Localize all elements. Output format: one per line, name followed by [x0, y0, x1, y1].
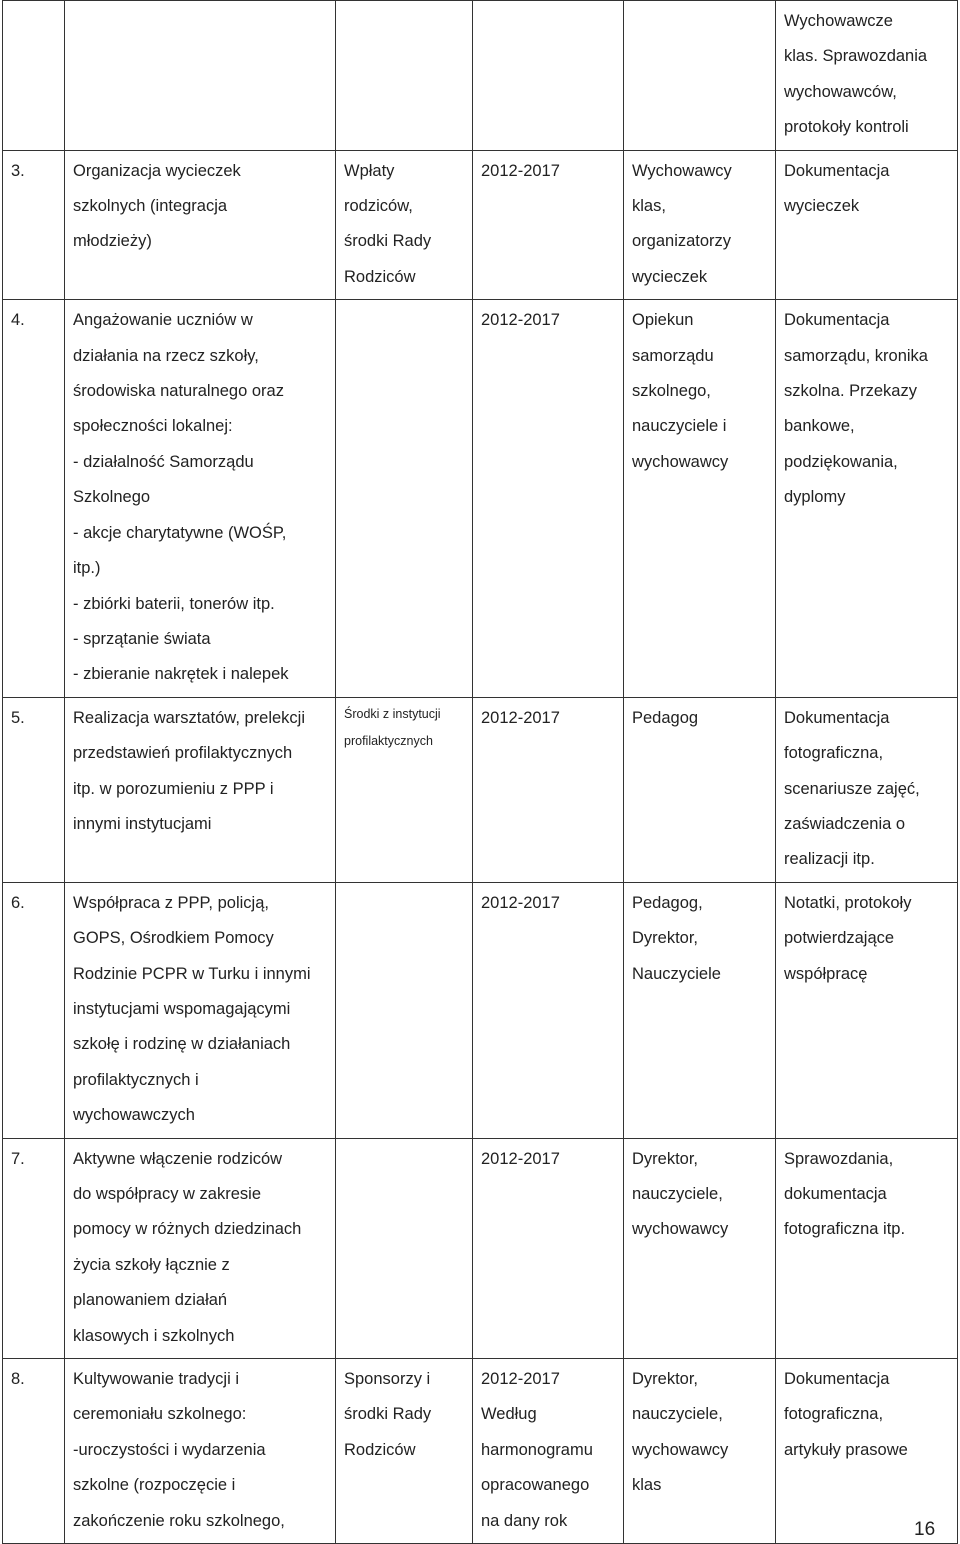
row-number: 4.: [3, 300, 65, 697]
responsible-cell: Dyrektor, nauczyciele, wychowawcy: [624, 1138, 776, 1358]
row-number: 3.: [3, 150, 65, 300]
term-cell: 2012-2017: [473, 1138, 624, 1358]
task-cell: Angażowanie uczniów w działania na rzecz szkoły, środowiska naturalnego oraz społeczności lokalnej: - działalność Samorządu Szkolnego - akcje charytatywne (WOŚP, itp.) - zbiórki baterii, tonerów itp. - sprzątanie świata - zbieranie nakrętek i nalepek: [65, 300, 336, 697]
funding-cell: Wpłaty rodziców, środki Rady Rodziców: [336, 150, 473, 300]
funding-cell: Sponsorzy i środki Rady Rodziców: [336, 1359, 473, 1544]
term-cell: [473, 1, 624, 151]
task-cell: Organizacja wycieczek szkolnych (integracja młodzieży): [65, 150, 336, 300]
responsible-cell: [624, 1, 776, 151]
page-number: 16: [914, 1519, 936, 1540]
table-row: [3, 300, 958, 697]
row-number: 7.: [3, 1138, 65, 1358]
monitoring-cell: Wychowawcze klas. Sprawozdania wychowawców, protokoły kontroli: [776, 1, 958, 151]
row-number: 5.: [3, 697, 65, 882]
monitoring-cell: Dokumentacja samorządu, kronika szkolna. Przekazy bankowe, podziękowania, dyplomy: [776, 300, 958, 697]
monitoring-cell: Dokumentacja fotograficzna, artykuły prasowe: [776, 1359, 958, 1544]
responsible-cell: Dyrektor, nauczyciele, wychowawcy klas: [624, 1359, 776, 1544]
funding-cell: [336, 1, 473, 151]
funding-cell: [336, 882, 473, 1138]
row-number: [3, 1, 65, 151]
task-cell: Realizacja warsztatów, prelekcji przedstawień profilaktycznych itp. w porozumieniu z PPP i innymi instytucjami: [65, 697, 336, 882]
responsible-cell: Pedagog: [624, 697, 776, 882]
term-cell: 2012-2017: [473, 882, 624, 1138]
responsible-cell: Opiekun samorządu szkolnego, nauczyciele i wychowawcy: [624, 300, 776, 697]
table-row: [3, 697, 958, 882]
table-row: [3, 1138, 958, 1358]
table-row: [3, 1359, 958, 1544]
task-cell: Współpraca z PPP, policją, GOPS, Ośrodkiem Pomocy Rodzinie PCPR w Turku i innymi instytucjami wspomagającymi szkołę i rodzinę w działaniach profilaktycznych i wychowawczych: [65, 882, 336, 1138]
funding-cell: Środki z instytucji profilaktycznych: [336, 697, 473, 882]
monitoring-cell: Notatki, protokoły potwierdzające współpracę: [776, 882, 958, 1138]
table-row: [3, 882, 958, 1138]
task-cell: [65, 1, 336, 151]
row-number: 6.: [3, 882, 65, 1138]
task-cell: Kultywowanie tradycji i ceremoniału szkolnego: -uroczystości i wydarzenia szkolne (rozpoczęcie i zakończenie roku szkolnego,: [65, 1359, 336, 1544]
term-cell: 2012-2017: [473, 697, 624, 882]
row-number: 8.: [3, 1359, 65, 1544]
term-cell: 2012-2017: [473, 300, 624, 697]
funding-cell: [336, 300, 473, 697]
responsible-cell: Pedagog, Dyrektor, Nauczyciele: [624, 882, 776, 1138]
responsible-cell: Wychowawcy klas, organizatorzy wycieczek: [624, 150, 776, 300]
monitoring-cell: Dokumentacja wycieczek: [776, 150, 958, 300]
term-cell: 2012-2017 Według harmonogramu opracowanego na dany rok: [473, 1359, 624, 1544]
funding-cell: [336, 1138, 473, 1358]
monitoring-cell: Dokumentacja fotograficzna, scenariusze zajęć, zaświadczenia o realizacji itp.: [776, 697, 958, 882]
table-row: [3, 1, 958, 151]
table-row: [3, 150, 958, 300]
task-cell: Aktywne włączenie rodziców do współpracy w zakresie pomocy w różnych dziedzinach życia szkoły łącznie z planowaniem działań klasowych i szkolnych: [65, 1138, 336, 1358]
term-cell: 2012-2017: [473, 150, 624, 300]
document-table: [2, 0, 958, 1544]
monitoring-cell: Sprawozdania, dokumentacja fotograficzna itp.: [776, 1138, 958, 1358]
